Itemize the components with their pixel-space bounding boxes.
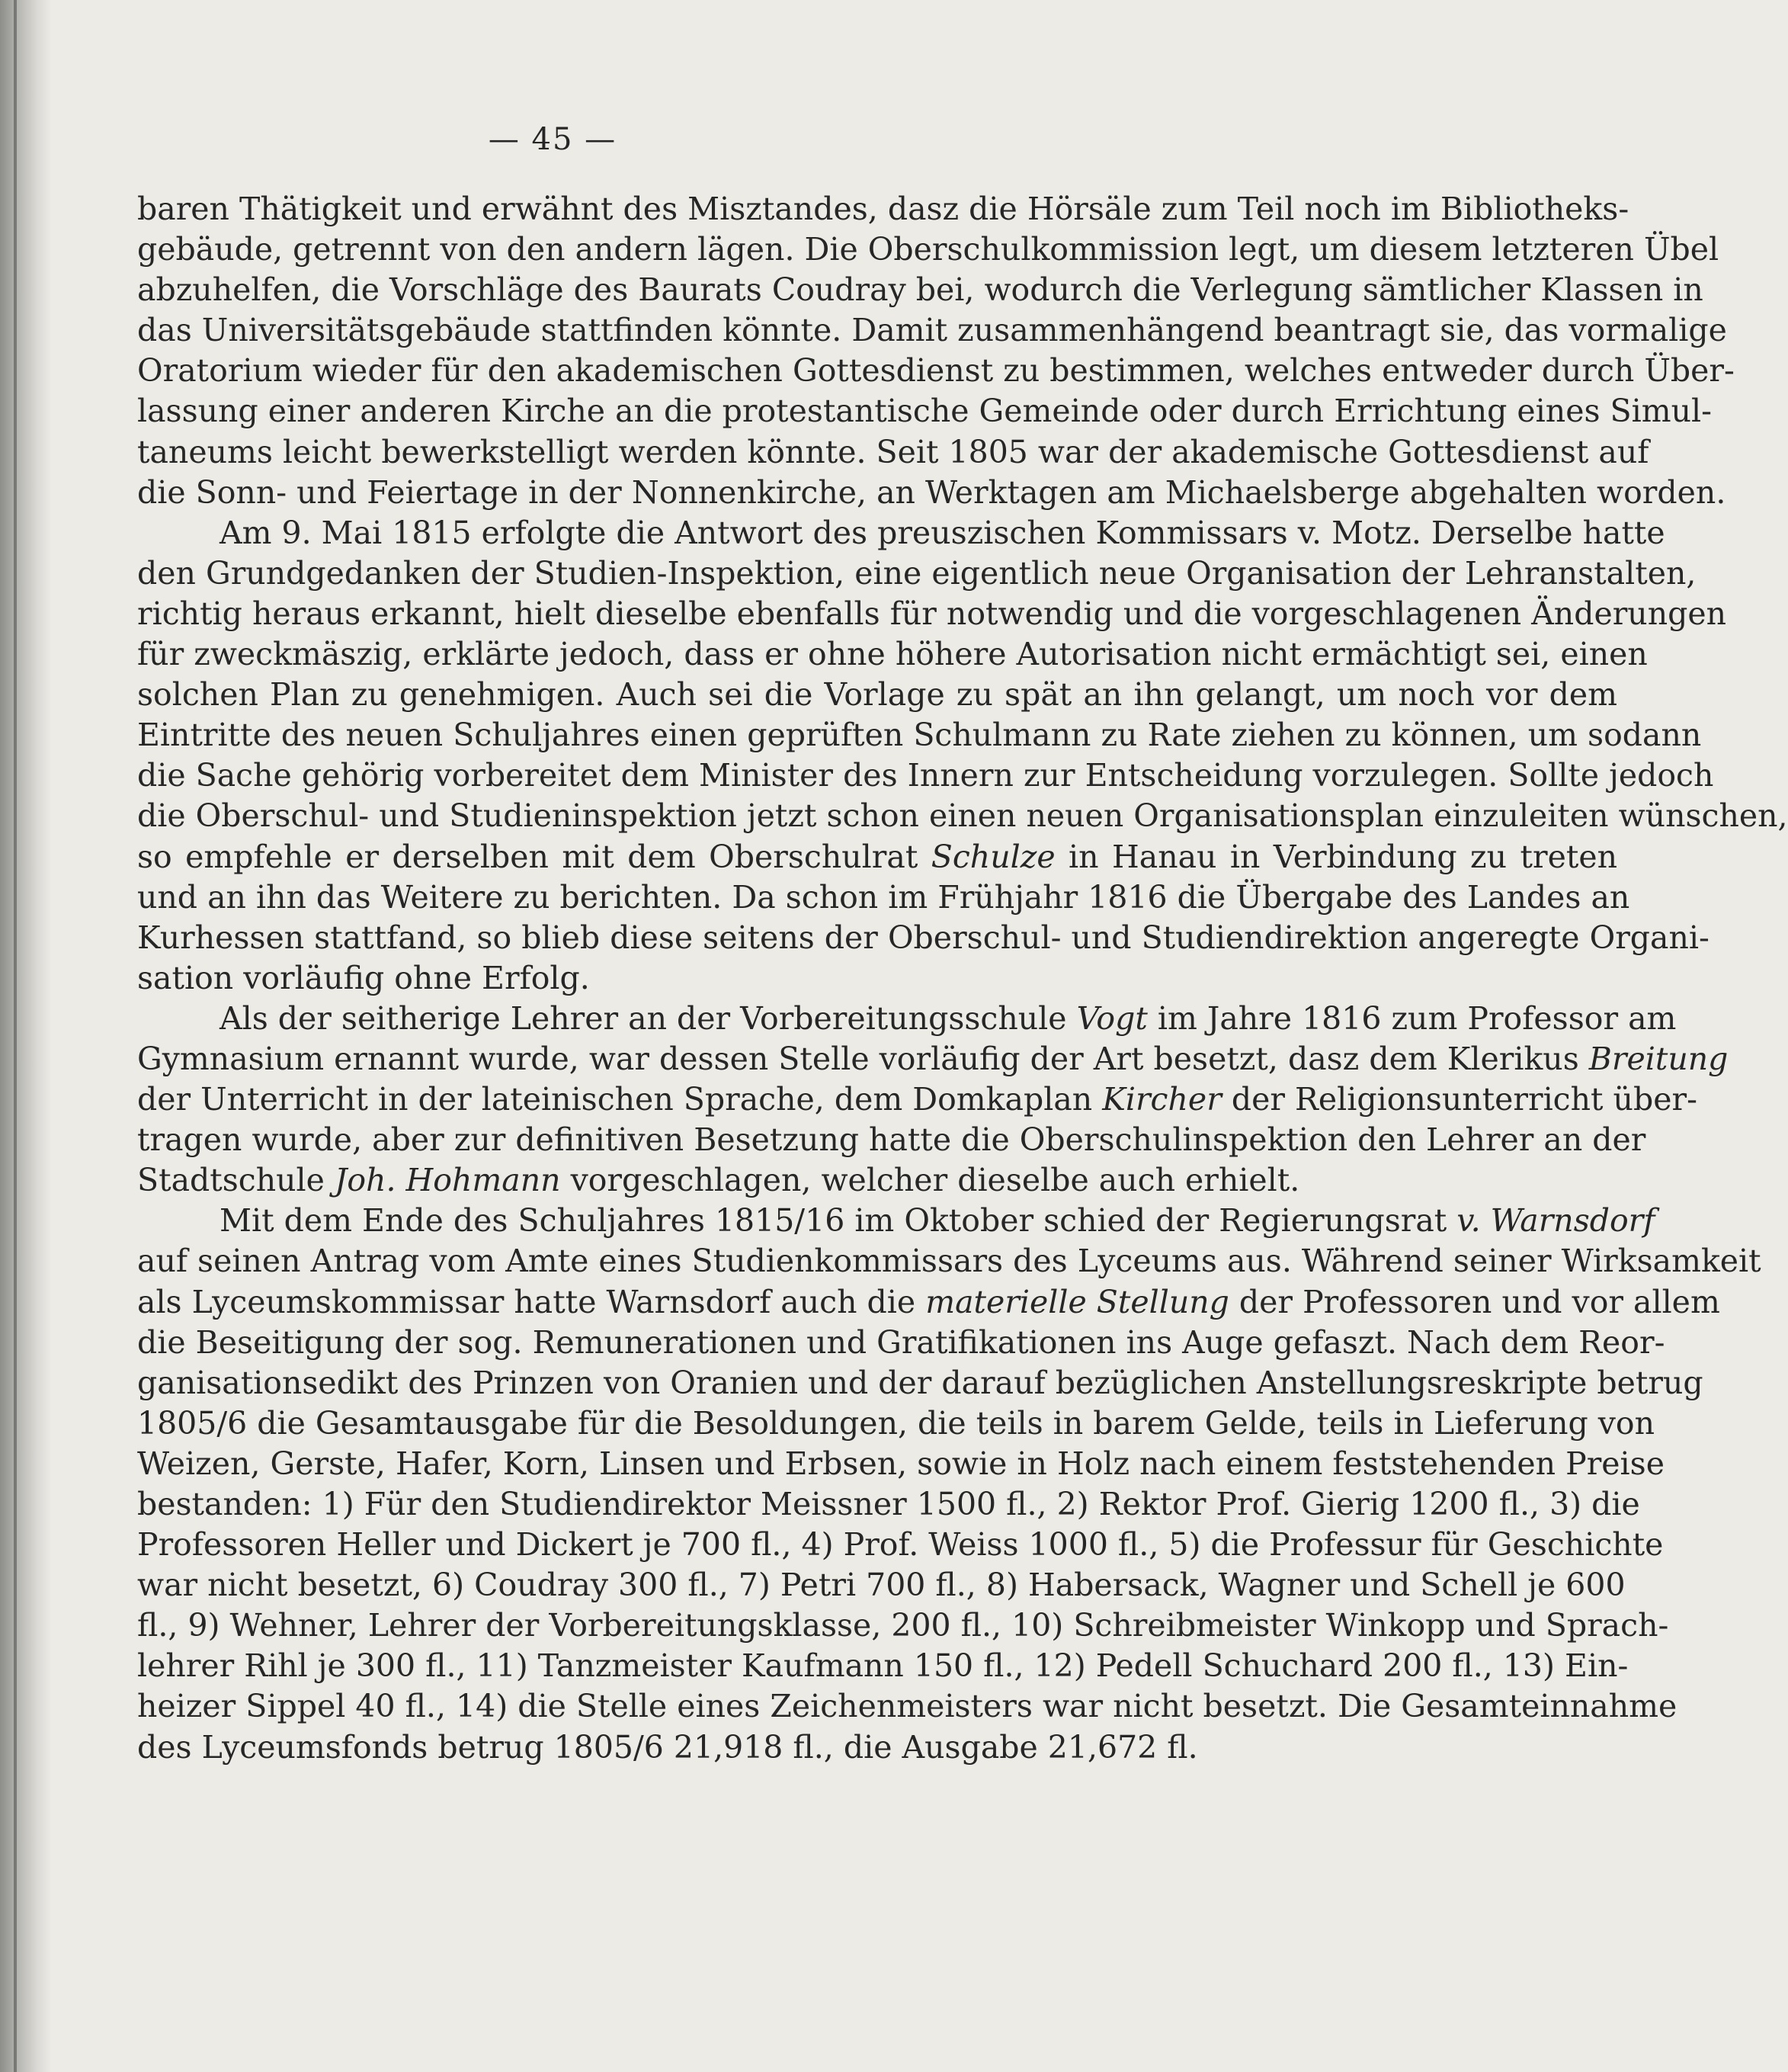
text-line: lassung einer anderen Kirche an die protestantische Gemeinde oder durch Errichtung eines Simul-: [137, 393, 1712, 430]
text-line: fl., 9) Wehner, Lehrer der Vorbereitungsklasse, 200 fl., 10) Schreibmeister Winkopp und Sprach-: [137, 1607, 1669, 1644]
text-line: heizer Sippel 40 fl., 14) die Stelle eines Zeichenmeisters war nicht besetzt. Die Gesamteinnahme: [137, 1688, 1677, 1725]
text-line: taneums leicht bewerkstelligt werden könnte. Seit 1805 war der akademische Gottesdienst auf: [137, 433, 1649, 470]
book-binding-edge: [14, 0, 17, 2072]
text-line: solchen Plan zu genehmigen. Auch sei die Vorlage zu spät an ihn gelangt, um noch vor dem: [137, 676, 1617, 714]
text-line: Oratorium wieder für den akademischen Gottesdienst zu bestimmen, welches entweder durch Über-: [137, 352, 1735, 390]
italic-name: Schulze: [931, 838, 1056, 875]
text-line: ganisationsedikt des Prinzen von Oranien und der darauf bezüglichen Anstellungsreskripte betrug: [137, 1364, 1703, 1401]
text-line: abzuhelfen, die Vorschläge des Baurats Coudray bei, wodurch die Verlegung sämtlicher Klassen in: [137, 271, 1703, 309]
italic-name: Vogt: [1076, 999, 1148, 1037]
book-page: [114, 0, 1788, 2072]
text-line: Als der seitherige Lehrer an der Vorbereitungsschule Vogt im Jahre 1816 zum Professor am: [219, 999, 1677, 1037]
text-line: und an ihn das Weitere zu berichten. Da schon im Frühjahr 1816 die Übergabe des Landes an: [137, 878, 1630, 916]
text-line: baren Thätigkeit und erwähnt des Misztandes, dasz die Hörsäle zum Teil noch im Bibliotheks-: [137, 191, 1629, 227]
text-line: gebäude, getrennt von den andern lägen. Die Oberschulkommission legt, um diesem letzteren Übel: [137, 231, 1719, 268]
text-line: Kurhessen stattfand, so blieb diese seitens der Oberschul- und Studiendirektion angeregte Organi-: [137, 919, 1709, 956]
text-line: als Lyceumskommissar hatte Warnsdorf auch die materielle Stellung der Professoren und vor allem: [137, 1283, 1720, 1320]
text-line: das Universitätsgebäude stattfinden könnte. Damit zusammenhängend beantragt sie, das vormalige: [137, 312, 1727, 349]
text-line: richtig heraus erkannt, hielt dieselbe ebenfalls für notwendig und die vorgeschlagenen Änderungen: [137, 595, 1727, 632]
text-line: 1805/6 die Gesamtausgabe für die Besoldungen, die teils in barem Gelde, teils in Lieferung von: [137, 1404, 1655, 1442]
text-line: Weizen, Gerste, Hafer, Korn, Linsen und Erbsen, sowie in Holz nach einem feststehenden Preise: [137, 1445, 1665, 1482]
text-line: Gymnasium ernannt wurde, war dessen Stelle vorläufig der Art besetzt, dasz dem Klerikus Breitung: [137, 1040, 1729, 1077]
text-line: Professoren Heller und Dickert je 700 fl., 4) Prof. Weiss 1000 fl., 5) die Professur für Geschichte: [137, 1526, 1664, 1564]
book-binding-shadow: [0, 0, 52, 2072]
body-text: [137, 189, 1788, 1768]
text-line: Am 9. Mai 1815 erfolgte die Antwort des preuszischen Kommissars v. Motz. Derselbe hatte: [219, 514, 1665, 551]
text-line: der Unterricht in der lateinischen Sprache, dem Domkaplan Kircher der Religionsunterricht über-: [137, 1081, 1697, 1118]
text-line: die Sonn- und Feiertage in der Nonnenkirche, an Werktagen am Michaelsberge abgehalten worden.: [137, 473, 1726, 511]
text-line: des Lyceumsfonds betrug 1805/6 21,918 fl., die Ausgabe 21,672 fl.: [137, 1728, 1198, 1766]
text-line: war nicht besetzt, 6) Coudray 300 fl., 7) Petri 700 fl., 8) Habersack, Wagner und Schell je 600: [137, 1567, 1626, 1604]
text-line: auf seinen Antrag vom Amte eines Studienkommissars des Lyceums aus. Während seiner Wirksamkeit: [137, 1243, 1761, 1280]
text-line: den Grundgedanken der Studien-Inspektion, eine eigentlich neue Organisation der Lehranstalten,: [137, 554, 1697, 592]
text-line: die Sache gehörig vorbereitet dem Minister des Innern zur Entscheidung vorzulegen. Sollte jedoch: [137, 757, 1714, 794]
italic-name: v. Warnsdorf: [1456, 1202, 1655, 1240]
text-line: die Oberschul- und Studieninspektion jetzt schon einen neuen Organisationsplan einzuleiten wünschen,: [137, 797, 1788, 835]
italic-name: Joh. Hohmann: [334, 1162, 561, 1199]
italic-name: materielle Stellung: [925, 1283, 1229, 1320]
text-line: sation vorläufig ohne Erfolg.: [137, 959, 590, 996]
italic-name: Kircher: [1102, 1081, 1222, 1118]
text-line: Stadtschule Joh. Hohmann vorgeschlagen, welcher dieselbe auch erhielt.: [137, 1162, 1300, 1199]
text-line: für zweckmäszig, erklärte jedoch, dass er ohne höhere Autorisation nicht ermächtigt sei, einen: [137, 636, 1648, 673]
text-line: Mit dem Ende des Schuljahres 1815/16 im Oktober schied der Regierungsrat v. Warnsdorf: [219, 1202, 1655, 1240]
italic-name: Breitung: [1588, 1040, 1729, 1077]
text-line: so empfehle er derselben mit dem Oberschulrat Schulze in Hanau in Verbindung zu treten: [137, 838, 1617, 875]
page-number: — 45 —: [488, 122, 617, 157]
text-line: lehrer Rihl je 300 fl., 11) Tanzmeister Kaufmann 150 fl., 12) Pedell Schuchard 200 fl., 13) Ein-: [137, 1647, 1629, 1685]
text-line: bestanden: 1) Für den Studiendirektor Meissner 1500 fl., 2) Rektor Prof. Gierig 1200 fl., 3) die: [137, 1486, 1640, 1522]
text-line: tragen wurde, aber zur definitiven Besetzung hatte die Oberschulinspektion den Lehrer an der: [137, 1121, 1646, 1159]
text-line: die Beseitigung der sog. Remunerationen und Gratifikationen ins Auge gefaszt. Nach dem Reor-: [137, 1323, 1665, 1361]
text-line: Eintritte des neuen Schuljahres einen geprüften Schulmann zu Rate ziehen zu können, um sodann: [137, 717, 1702, 754]
